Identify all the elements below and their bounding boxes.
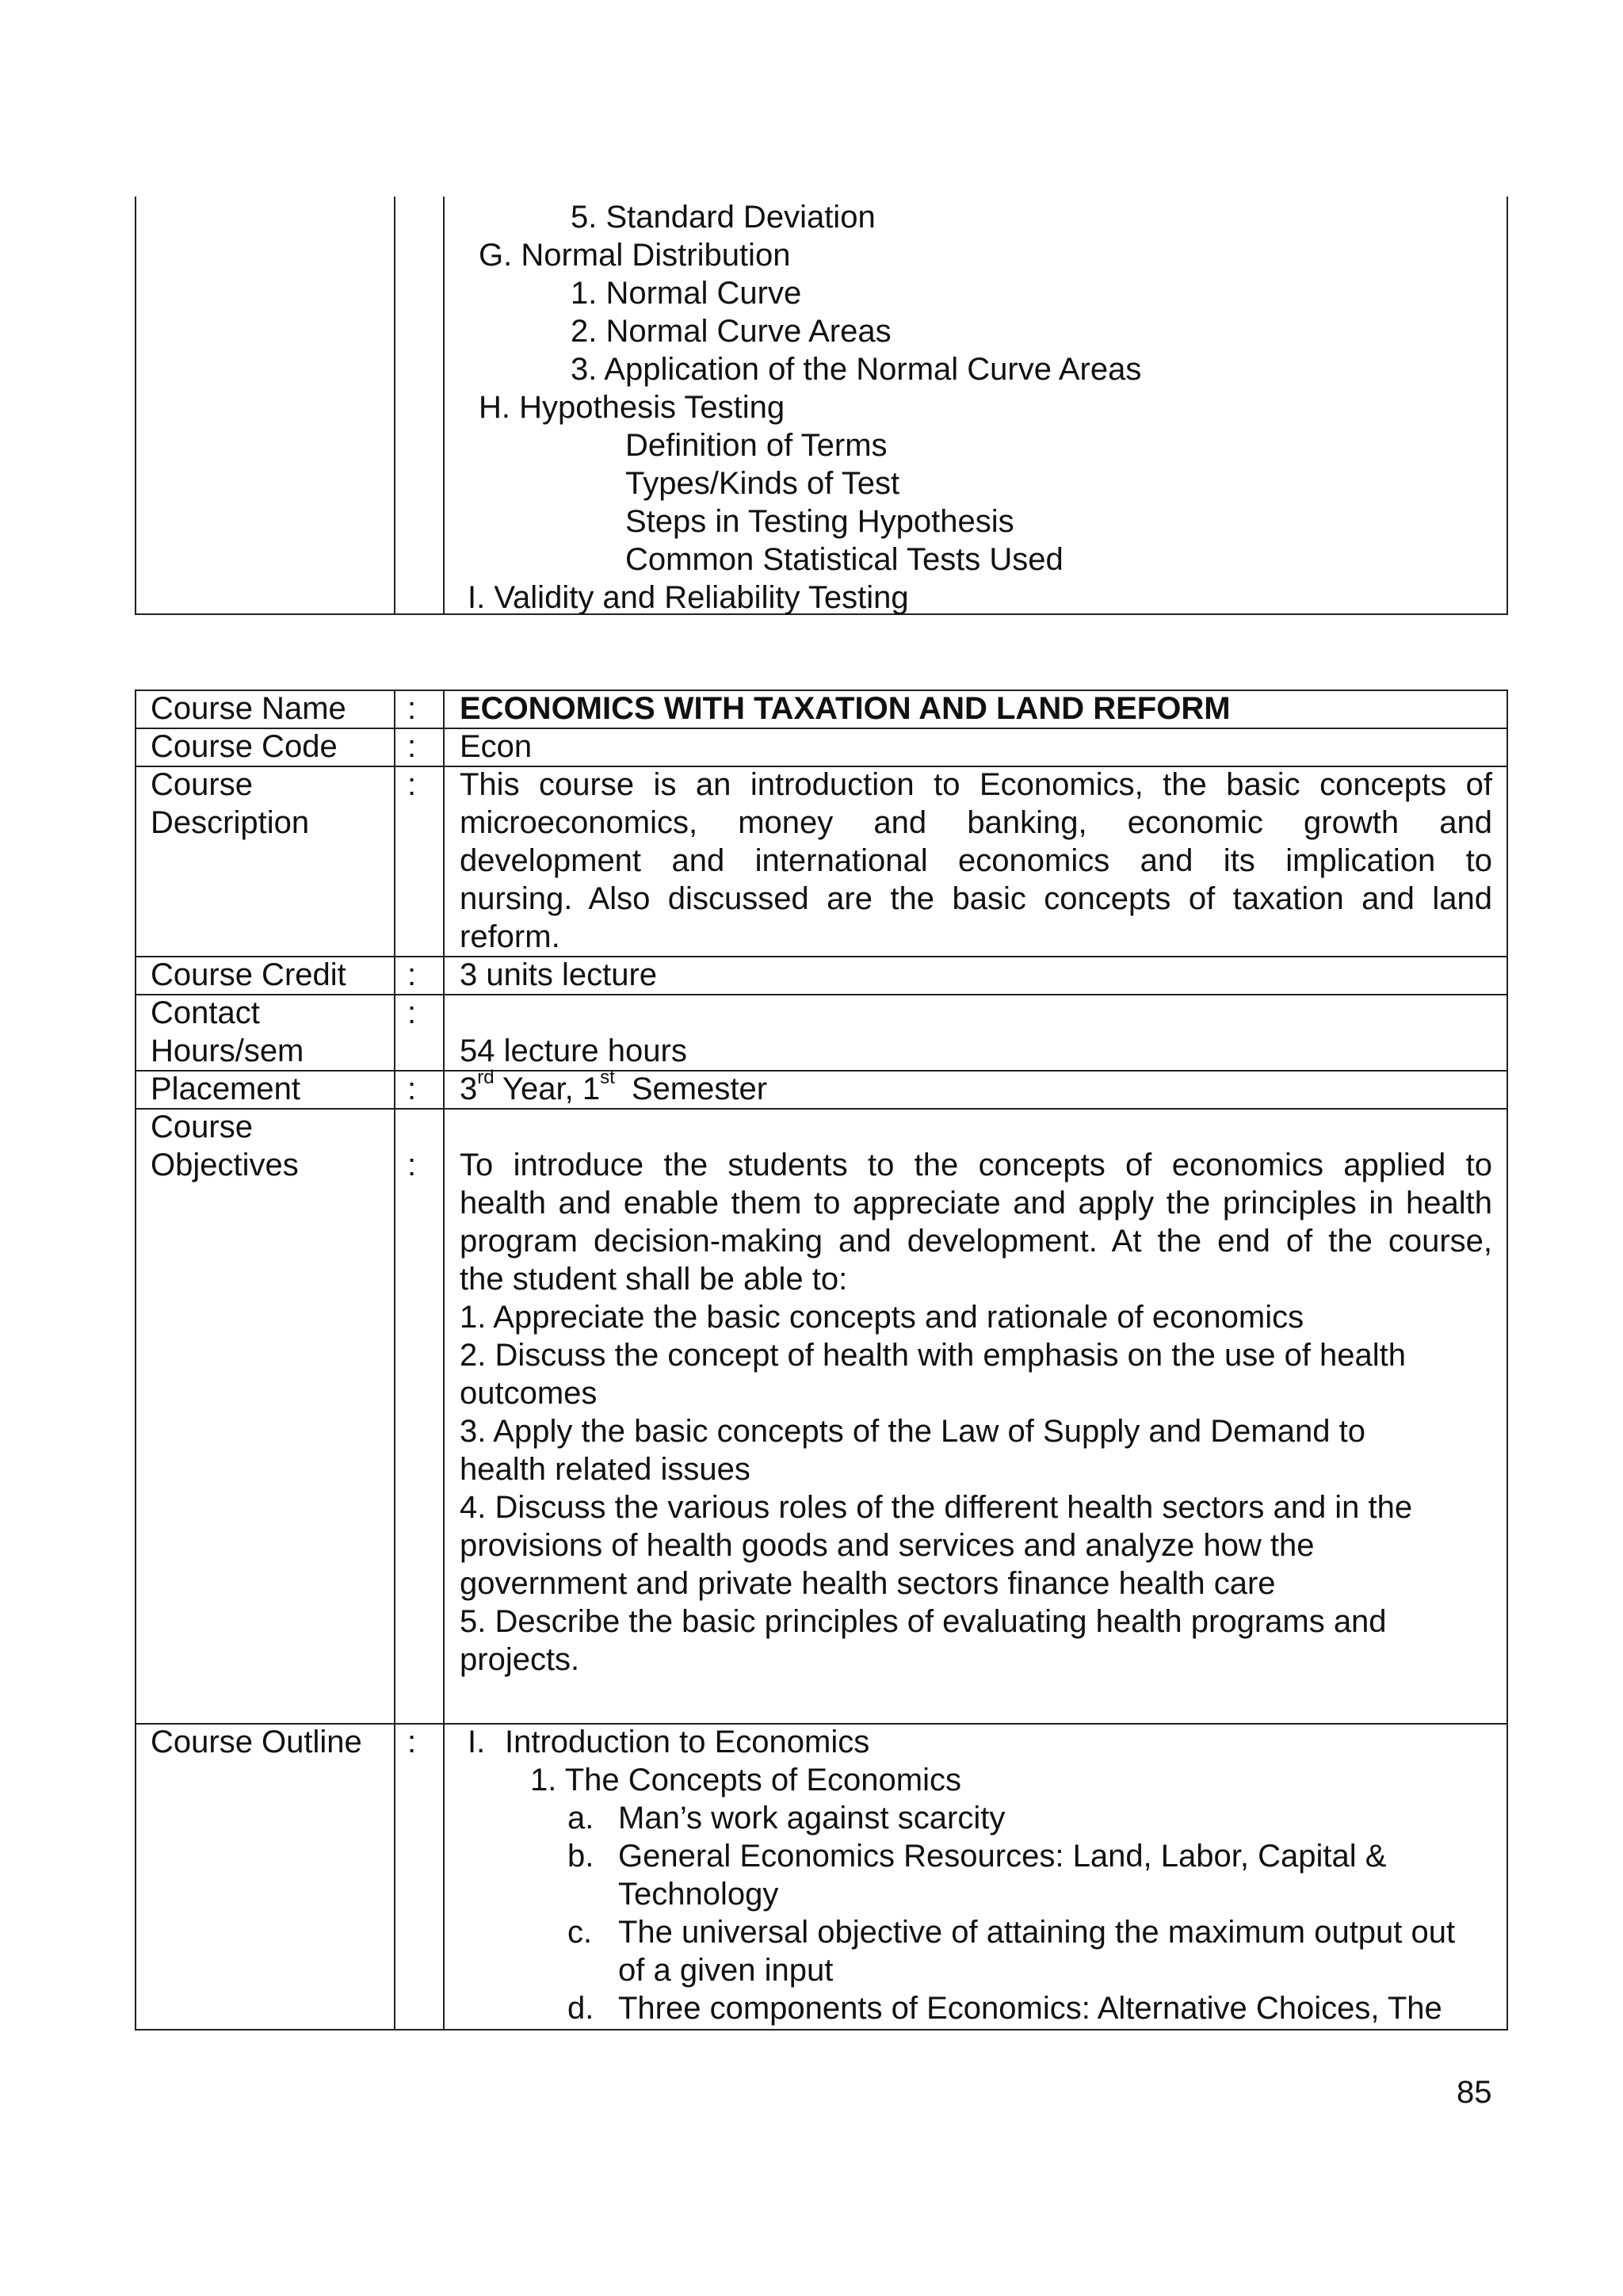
outline-line: 5. Standard Deviation xyxy=(571,200,876,235)
course-outline-label: Course Outline xyxy=(151,1725,362,1759)
course-credit-label: Course Credit xyxy=(151,957,346,992)
outline-item: of a given input xyxy=(618,1953,834,1988)
outline-line: Types/Kinds of Test xyxy=(625,466,900,501)
course-code-label: Course Code xyxy=(151,729,338,764)
outline-line: Definition of Terms xyxy=(625,428,888,463)
statistics-outline-table xyxy=(135,197,1508,615)
course-credit-value: 3 units lecture xyxy=(460,957,658,992)
course-description-label: Course xyxy=(151,767,253,802)
outline-line: G. Normal Distribution xyxy=(479,238,791,273)
colon: : xyxy=(407,1148,417,1182)
outline-section-number: I. xyxy=(468,1725,486,1759)
column-divider xyxy=(394,691,395,2029)
objectives-line: the student shall be able to: xyxy=(460,1262,848,1297)
objectives-line: outcomes xyxy=(460,1376,598,1411)
outline-line: Steps in Testing Hypothesis xyxy=(625,504,1014,539)
row-divider xyxy=(136,994,1507,995)
outline-item: The universal objective of attaining the maximum output out xyxy=(618,1915,1456,1950)
outline-line: I. Validity and Reliability Testing xyxy=(468,580,909,615)
objectives-line: government and private health sectors finance health care xyxy=(460,1566,1276,1601)
course-objectives-label: Course xyxy=(151,1110,253,1144)
course-description-label: Description xyxy=(151,805,310,840)
course-objectives-label: Objectives xyxy=(151,1148,299,1182)
course-name-value: ECONOMICS WITH TAXATION AND LAND REFORM xyxy=(460,691,1231,726)
objectives-line: 4. Discuss the various roles of the different health sectors and in the xyxy=(460,1490,1413,1525)
row-divider xyxy=(136,1070,1507,1072)
description-line: nursing. Also discussed are the basic concepts of taxation and land xyxy=(460,881,1492,916)
objectives-line: provisions of health goods and services and analyze how the xyxy=(460,1528,1315,1563)
objectives-line: To introduce the students to the concepts of economics applied to xyxy=(460,1148,1492,1182)
objectives-line: projects. xyxy=(460,1642,580,1677)
column-divider xyxy=(443,691,445,2029)
objectives-line: 2. Discuss the concept of health with emphasis on the use of health xyxy=(460,1338,1407,1373)
outline-subsection: 1. The Concepts of Economics xyxy=(530,1763,961,1797)
column-divider xyxy=(394,197,395,613)
row-divider xyxy=(136,1108,1507,1110)
contact-hours-value: 54 lecture hours xyxy=(460,1033,687,1068)
colon: : xyxy=(407,1725,417,1759)
description-line: development and international economics and its implication to xyxy=(460,843,1492,878)
colon: : xyxy=(407,691,417,726)
outline-item-letter: a. xyxy=(567,1801,594,1836)
objectives-line: program decision-making and development. At the end of the course, xyxy=(460,1224,1492,1259)
description-line: reform. xyxy=(460,919,560,954)
objectives-line: 1. Appreciate the basic concepts and rationale of economics xyxy=(460,1300,1304,1335)
outline-line: 2. Normal Curve Areas xyxy=(571,314,892,349)
outline-item-letter: b. xyxy=(567,1839,594,1874)
course-info-table xyxy=(135,690,1508,2030)
outline-item: Three components of Economics: Alternative Choices, The xyxy=(618,1991,1442,2026)
course-code-value: Econ xyxy=(460,729,533,764)
outline-item: General Economics Resources: Land, Labor, Capital & xyxy=(618,1839,1387,1874)
row-divider xyxy=(136,728,1507,729)
description-line: This course is an introduction to Economics, the basic concepts of xyxy=(460,767,1492,802)
objectives-line: health and enable them to appreciate and apply the principles in health xyxy=(460,1186,1492,1221)
colon: : xyxy=(407,995,417,1030)
objectives-line: health related issues xyxy=(460,1452,750,1487)
description-line: microeconomics, money and banking, economic growth and xyxy=(460,805,1492,840)
contact-hours-label: Contact xyxy=(151,995,260,1030)
course-name-label: Course Name xyxy=(151,691,346,726)
page-number: 85 xyxy=(1457,2075,1492,2110)
placement-value: 3rd Year, 1st Semester xyxy=(460,1066,768,1106)
placement-label: Placement xyxy=(151,1072,300,1106)
colon: : xyxy=(407,729,417,764)
contact-hours-label: Hours/sem xyxy=(151,1033,304,1068)
outline-item: Technology xyxy=(618,1877,779,1912)
outline-item: Man’s work against scarcity xyxy=(618,1801,1006,1836)
outline-item-letter: c. xyxy=(567,1915,593,1950)
outline-item-letter: d. xyxy=(567,1991,594,2026)
outline-line: 3. Application of the Normal Curve Areas xyxy=(571,352,1142,387)
outline-line: Common Statistical Tests Used xyxy=(625,542,1064,577)
objectives-line: 3. Apply the basic concepts of the Law of Supply and Demand to xyxy=(460,1414,1365,1449)
colon: : xyxy=(407,957,417,992)
outline-line: 1. Normal Curve xyxy=(571,276,802,311)
colon: : xyxy=(407,1072,417,1106)
outline-section-title: Introduction to Economics xyxy=(505,1725,870,1759)
colon: : xyxy=(407,767,417,802)
outline-line: H. Hypothesis Testing xyxy=(479,390,785,425)
objectives-line: 5. Describe the basic principles of evaluating health programs and xyxy=(460,1604,1387,1639)
column-divider xyxy=(443,197,445,613)
